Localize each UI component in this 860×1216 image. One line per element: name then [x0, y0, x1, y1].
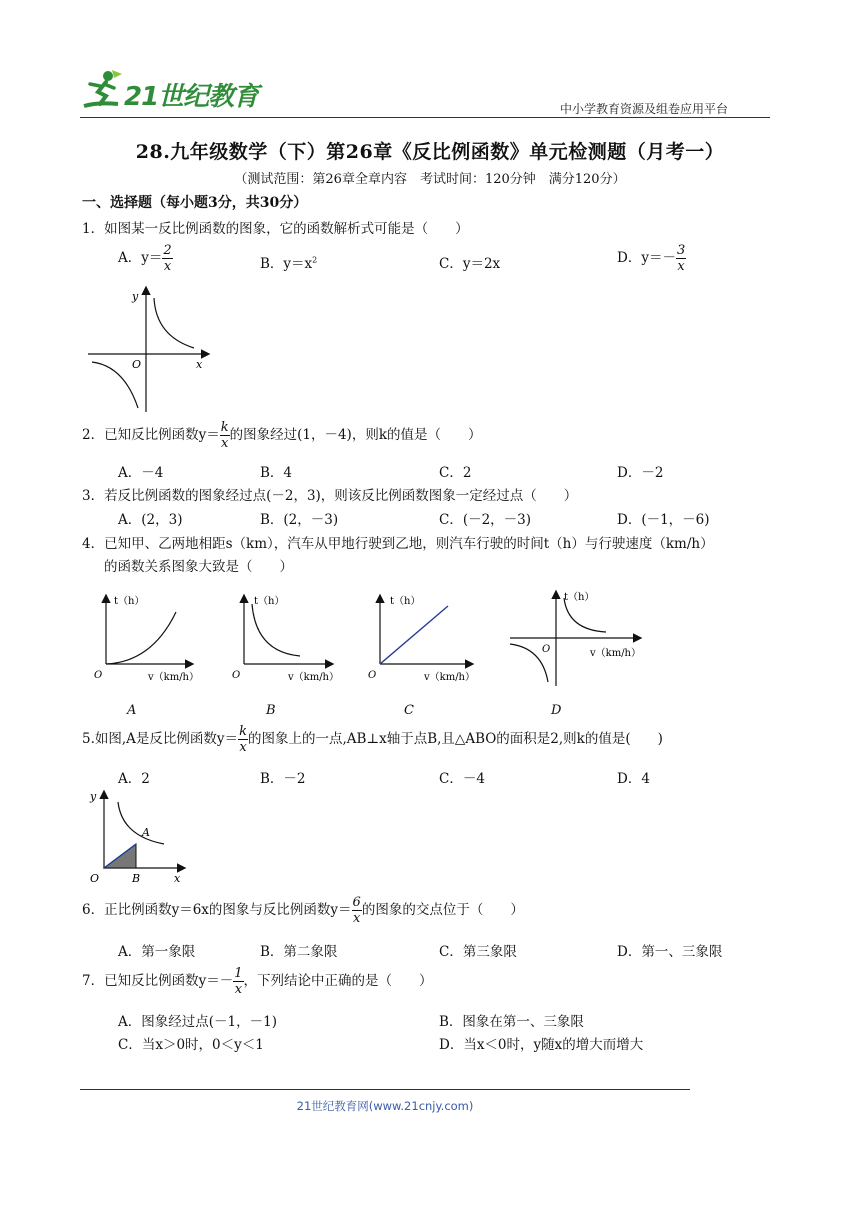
q6-option-c[interactable]: C．第三象限	[439, 944, 517, 960]
origin-label: O	[542, 644, 551, 655]
y-label: y	[90, 790, 97, 803]
site-logo	[78, 68, 259, 114]
curve-quadrant-1	[154, 298, 194, 348]
q1-option-c[interactable]: C．y＝2x	[439, 256, 501, 272]
q5-option-b[interactable]: B．－2	[260, 771, 306, 787]
numerator: 2	[163, 243, 172, 258]
curve-quadrant-1	[564, 598, 606, 632]
section-heading: 一、选择题（每小题3分，共30分）	[82, 195, 308, 211]
q4-graph-c	[368, 592, 488, 684]
origin-label: O	[132, 358, 142, 371]
q5-fraction	[238, 724, 248, 755]
x-label: x	[174, 872, 181, 885]
q1-hyperbola-graph	[84, 284, 214, 414]
question-2-stem	[82, 420, 482, 451]
denominator: x	[220, 436, 229, 451]
t-label: t（h）	[390, 596, 421, 607]
q3-option-d[interactable]: D．(－1，－6)	[617, 512, 710, 528]
point-a-label: A	[142, 826, 150, 839]
numerator: 6	[352, 895, 361, 910]
v-label: v（km/h）	[424, 672, 476, 683]
q5-stem-pre: 5.如图,A是反比例函数y＝	[82, 731, 239, 747]
q7-option-d[interactable]: D．当x＜0时，y随x的增大而增大	[439, 1037, 644, 1053]
platform-name: 中小学教育资源及组卷应用平台	[560, 102, 729, 116]
q2-stem-post: 的图象经过(1，－4)，则k的值是（ ）	[229, 427, 482, 443]
q4-graph-d	[506, 588, 656, 688]
q4-caption-b[interactable]: B	[266, 703, 276, 718]
test-scope: （测试范围：第26章全章内容 考试时间：120分钟 满分120分）	[234, 172, 626, 187]
footer-divider	[80, 1089, 690, 1090]
q4-caption-a[interactable]: A	[127, 703, 137, 718]
question-4-stem-line2: 的函数关系图象大致是（ ）	[104, 559, 293, 575]
q5-triangle-graph	[84, 788, 194, 888]
q5-stem-post: 的图象上的一点,AB⊥x轴于点B,且△ABO的面积是2,则k的值是( )	[247, 731, 663, 747]
numerator: 3	[676, 243, 686, 258]
q7-option-c[interactable]: C．当x＞0时，0＜y＜1	[118, 1037, 264, 1053]
q3-option-a[interactable]: A．(2，3)	[118, 512, 183, 528]
q6-stem-pre: 6．正比例函数y＝6x的图象与反比例函数y＝	[82, 902, 352, 918]
curve	[106, 612, 176, 664]
v-label: v（km/h）	[148, 672, 200, 683]
q5-option-d[interactable]: D．4	[617, 771, 650, 787]
q7-fraction	[233, 966, 243, 997]
q1-a-fraction	[162, 243, 172, 274]
header-divider	[80, 117, 770, 118]
q1-d-text: D．y＝－	[617, 250, 676, 266]
hyperbola	[118, 802, 164, 844]
q1-option-b[interactable]	[260, 252, 317, 272]
q4-caption-c[interactable]: C	[404, 703, 414, 718]
origin-label: O	[232, 670, 241, 681]
q3-option-c[interactable]: C．(－2，－3)	[439, 512, 532, 528]
q1-d-fraction	[676, 243, 686, 274]
q6-fraction	[352, 895, 362, 926]
q4-graph-b	[232, 592, 352, 684]
y-label: y	[132, 290, 139, 303]
q6-option-d[interactable]: D．第一、三象限	[617, 944, 723, 960]
denominator: x	[239, 740, 247, 755]
question-6-stem	[82, 895, 524, 926]
q1-b-text: B．y＝x	[260, 256, 313, 272]
q2-option-c[interactable]: C．2	[439, 465, 472, 481]
straight-line	[380, 606, 448, 664]
origin-label: O	[90, 872, 100, 885]
logo-text: 21世纪教育	[124, 82, 259, 112]
q3-option-b[interactable]: B．(2，－3)	[260, 512, 339, 528]
v-label: v（km/h）	[590, 648, 642, 659]
q2-option-b[interactable]: B．4	[260, 465, 293, 481]
denominator: x	[677, 259, 685, 274]
origin-label: O	[94, 670, 103, 681]
q5-option-c[interactable]: C．－4	[439, 771, 485, 787]
q7-option-a[interactable]: A．图象经过点(－1，－1)	[118, 1014, 277, 1030]
question-5-stem	[82, 724, 663, 755]
q4-graph-a	[92, 592, 212, 684]
q1-option-a[interactable]	[118, 243, 173, 274]
t-label: t（h）	[254, 596, 285, 607]
question-3-stem: 3．若反比例函数的图象经过点(－2，3)，则该反比例函数图象一定经过点（ ）	[82, 488, 578, 504]
curve	[252, 604, 300, 656]
q2-option-d[interactable]: D．－2	[617, 465, 664, 481]
denominator: x	[353, 911, 361, 926]
numerator: k	[220, 420, 229, 435]
q2-stem-pre: 2．已知反比例函数y＝	[82, 427, 220, 443]
numerator: k	[239, 724, 247, 739]
denominator: x	[234, 982, 243, 997]
q5-option-a[interactable]: A．2	[118, 771, 150, 787]
v-label: v（km/h）	[288, 672, 340, 683]
q7-stem-post: ，下列结论中正确的是（ ）	[243, 973, 433, 989]
footer-text[interactable]: 21世纪教育网(www.21cnjy.com)	[296, 1099, 474, 1113]
origin-label: O	[368, 670, 377, 681]
q6-option-a[interactable]: A．第一象限	[118, 944, 196, 960]
x-label: x	[196, 358, 203, 371]
page-title: 28.九年级数学（下）第26章《反比例函数》单元检测题（月考一）	[135, 141, 725, 163]
q2-option-a[interactable]: A．－4	[118, 465, 164, 481]
q2-fraction	[220, 420, 230, 451]
runner-logo-icon	[78, 68, 124, 114]
q1-b-exponent: 2	[312, 255, 318, 265]
denominator: x	[163, 259, 172, 274]
question-7-stem	[82, 966, 433, 997]
numerator: 1	[234, 966, 243, 981]
q1-a-text: A．y＝	[118, 250, 163, 266]
q1-option-d[interactable]	[617, 243, 686, 274]
q4-caption-d[interactable]: D	[551, 703, 562, 718]
q7-option-b[interactable]: B．图象在第一、三象限	[439, 1014, 584, 1030]
t-label: t（h）	[114, 596, 145, 607]
q6-stem-post: 的图象的交点位于（ ）	[361, 902, 524, 918]
question-4-stem-line1: 4．已知甲、乙两地相距s（km），汽车从甲地行驶到乙地，则汽车行驶的时间t（h）与行驶速度（km/h）	[82, 536, 714, 552]
t-label: t（h）	[564, 592, 595, 603]
q6-option-b[interactable]: B．第二象限	[260, 944, 338, 960]
question-1-stem: 1．如图某一反比例函数的图象，它的函数解析式可能是（ ）	[82, 221, 469, 237]
point-b-label: B	[132, 872, 141, 885]
q7-stem-pre: 7．已知反比例函数y＝－	[82, 973, 234, 989]
